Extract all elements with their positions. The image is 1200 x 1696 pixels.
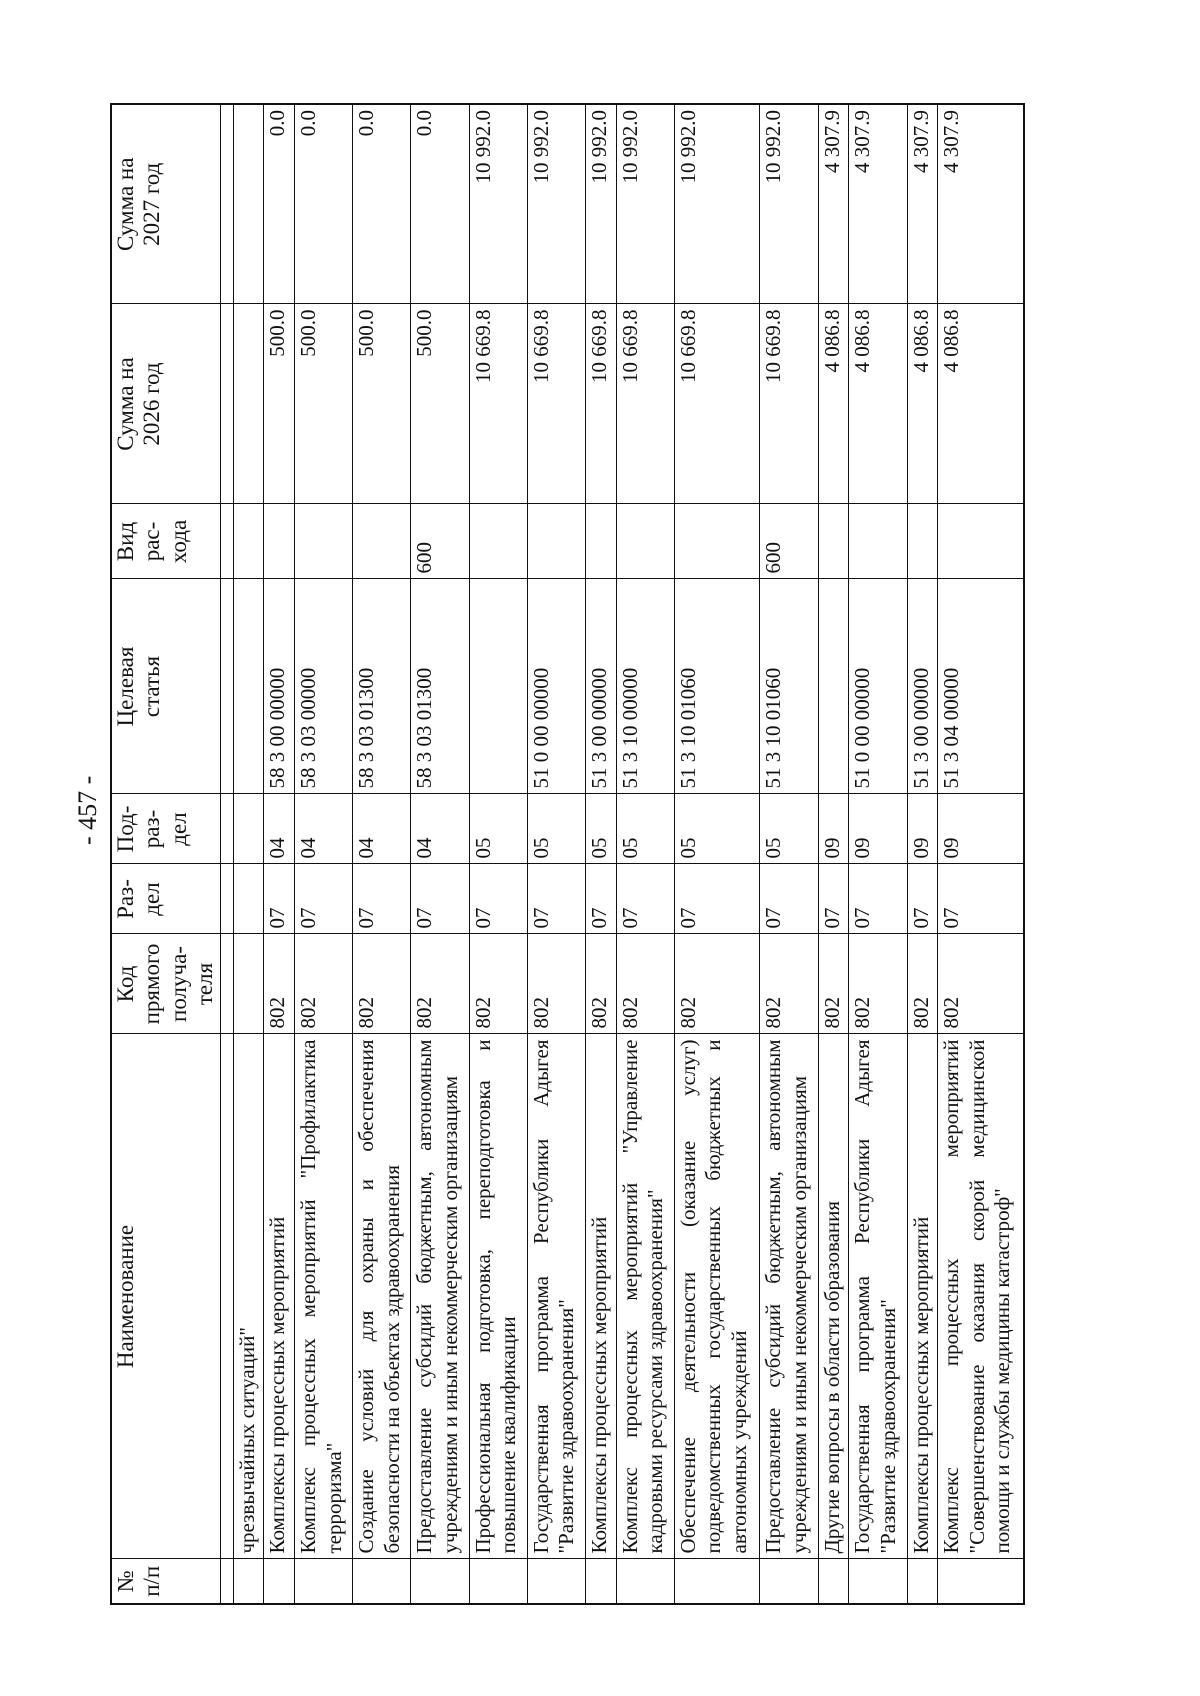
cell-subsection: 04 — [353, 794, 411, 864]
cell-section: 07 — [849, 864, 907, 934]
cell-section: 07 — [818, 864, 849, 934]
cell-name: Комплексы процессных мероприятий — [585, 1034, 616, 1559]
cell-sum-2026 — [233, 304, 264, 504]
cell-num — [264, 1559, 295, 1604]
cell-section: 07 — [616, 864, 674, 934]
cell-target: 51 3 00 00000 — [907, 579, 938, 794]
cell-sum-2026: 10 669.8 — [469, 304, 527, 504]
cell-subsection: 04 — [411, 794, 469, 864]
cell-sum-2026: 10 669.8 — [527, 304, 585, 504]
table-row — [938, 104, 1024, 1604]
cell-subsection: 05 — [616, 794, 674, 864]
cell-name: чрезвычайных ситуаций" — [233, 1034, 264, 1559]
cell-section: 07 — [469, 864, 527, 934]
cell-section: 07 — [585, 864, 616, 934]
header-sum-2027: Сумма на 2027 год — [111, 104, 220, 304]
cell-section — [233, 864, 264, 934]
cell-target: 58 3 03 00000 — [295, 579, 353, 794]
header-target: Целевая статья — [111, 579, 220, 794]
table-spacer-row — [220, 104, 233, 1604]
cell-sum-2026: 10 669.8 — [585, 304, 616, 504]
cell-num — [527, 1559, 585, 1604]
table-body — [220, 104, 1024, 1604]
table-row — [264, 104, 295, 1604]
table-row — [233, 104, 264, 1604]
cell-code: 802 — [760, 934, 818, 1034]
cell-num — [585, 1559, 616, 1604]
cell-subsection: 05 — [674, 794, 760, 864]
cell-subsection: 05 — [585, 794, 616, 864]
budget-table — [110, 103, 1025, 1605]
header-section: Раз- дел — [111, 864, 220, 934]
cell-sum-2026: 10 669.8 — [760, 304, 818, 504]
cell-target: 51 3 00 00000 — [585, 579, 616, 794]
cell-sum-2027: 0.0 — [295, 104, 353, 304]
cell-code: 802 — [527, 934, 585, 1034]
cell-target: 51 0 00 00000 — [849, 579, 907, 794]
table-row — [849, 104, 907, 1604]
cell-subsection: 09 — [849, 794, 907, 864]
cell-expense — [818, 504, 849, 579]
cell-section: 07 — [938, 864, 1024, 934]
cell-code: 802 — [616, 934, 674, 1034]
cell-code: 802 — [469, 934, 527, 1034]
cell-sum-2026: 500.0 — [295, 304, 353, 504]
cell-target: 51 3 04 00000 — [938, 579, 1024, 794]
cell-target: 58 3 03 01300 — [353, 579, 411, 794]
cell-expense — [674, 504, 760, 579]
cell-sum-2026: 500.0 — [411, 304, 469, 504]
table-row — [674, 104, 760, 1604]
table-row — [527, 104, 585, 1604]
cell-sum-2026: 4 086.8 — [907, 304, 938, 504]
cell-expense — [527, 504, 585, 579]
cell-sum-2027: 10 992.0 — [469, 104, 527, 304]
cell-expense — [469, 504, 527, 579]
table-row — [585, 104, 616, 1604]
table-container — [110, 105, 1025, 1605]
cell-name: Комплексы процессных мероприятий — [907, 1034, 938, 1559]
cell-name: Предоставление субсидий бюджетным, автономным учреждениям и иным некоммерческим организациям — [411, 1034, 469, 1559]
cell-code: 802 — [907, 934, 938, 1034]
cell-sum-2026: 10 669.8 — [616, 304, 674, 504]
table-row — [818, 104, 849, 1604]
cell-section: 07 — [527, 864, 585, 934]
cell-num — [353, 1559, 411, 1604]
header-expense: Вид рас- хода — [111, 504, 220, 579]
cell-sum-2027 — [233, 104, 264, 304]
table-row — [353, 104, 411, 1604]
cell-expense: 600 — [760, 504, 818, 579]
table-row — [616, 104, 674, 1604]
cell-num — [295, 1559, 353, 1604]
cell-name: Государственная программа Республики Адыгея "Развитие здравоохранения" — [527, 1034, 585, 1559]
cell-sum-2026: 500.0 — [264, 304, 295, 504]
cell-target — [469, 579, 527, 794]
cell-num — [411, 1559, 469, 1604]
cell-target: 58 3 00 00000 — [264, 579, 295, 794]
cell-sum-2027: 0.0 — [264, 104, 295, 304]
table-header — [111, 104, 220, 1604]
cell-sum-2027: 10 992.0 — [674, 104, 760, 304]
cell-code: 802 — [938, 934, 1024, 1034]
cell-name: Комплексы процессных мероприятий — [264, 1034, 295, 1559]
cell-sum-2027: 4 307.9 — [818, 104, 849, 304]
cell-sum-2027: 4 307.9 — [938, 104, 1024, 304]
cell-sum-2027: 10 992.0 — [527, 104, 585, 304]
cell-subsection: 09 — [907, 794, 938, 864]
cell-target: 51 0 00 00000 — [527, 579, 585, 794]
table-row — [907, 104, 938, 1604]
cell-subsection: 09 — [818, 794, 849, 864]
cell-sum-2027: 4 307.9 — [849, 104, 907, 304]
cell-name: Комплекс процессных мероприятий "Профилактика терроризма" — [295, 1034, 353, 1559]
cell-expense — [585, 504, 616, 579]
cell-sum-2026: 500.0 — [353, 304, 411, 504]
cell-sum-2026: 4 086.8 — [849, 304, 907, 504]
cell-sum-2026: 4 086.8 — [938, 304, 1024, 504]
cell-sum-2026: 4 086.8 — [818, 304, 849, 504]
cell-sum-2027: 4 307.9 — [907, 104, 938, 304]
cell-code: 802 — [295, 934, 353, 1034]
header-subsection: Под- раз- дел — [111, 794, 220, 864]
cell-sum-2027: 0.0 — [353, 104, 411, 304]
header-sum-2026: Сумма на 2026 год — [111, 304, 220, 504]
cell-num — [674, 1559, 760, 1604]
cell-code: 802 — [818, 934, 849, 1034]
cell-expense — [233, 504, 264, 579]
cell-code: 802 — [585, 934, 616, 1034]
cell-section: 07 — [295, 864, 353, 934]
cell-code: 802 — [264, 934, 295, 1034]
cell-code — [233, 934, 264, 1034]
cell-subsection — [233, 794, 264, 864]
cell-expense — [353, 504, 411, 579]
cell-section: 07 — [674, 864, 760, 934]
cell-sum-2027: 0.0 — [411, 104, 469, 304]
cell-target — [818, 579, 849, 794]
cell-target — [233, 579, 264, 794]
cell-subsection: 05 — [527, 794, 585, 864]
cell-name: Создание условий для охраны и обеспечения безопасности на объектах здравоохранения — [353, 1034, 411, 1559]
cell-num — [233, 1559, 264, 1604]
cell-expense — [295, 504, 353, 579]
cell-expense — [849, 504, 907, 579]
page-number: - 457 - — [73, 775, 102, 845]
cell-sum-2027: 10 992.0 — [585, 104, 616, 304]
cell-target: 58 3 03 01300 — [411, 579, 469, 794]
cell-name: Обеспечение деятельности (оказание услуг) подведомственных государственных бюджетных и автономных учреждений — [674, 1034, 760, 1559]
cell-subsection: 04 — [295, 794, 353, 864]
cell-section: 07 — [411, 864, 469, 934]
cell-name: Другие вопросы в области образования — [818, 1034, 849, 1559]
cell-name: Предоставление субсидий бюджетным, автономным учреждениям и иным некоммерческим организациям — [760, 1034, 818, 1559]
cell-name: Комплекс процессных мероприятий "Управление кадровыми ресурсами здравоохранения" — [616, 1034, 674, 1559]
cell-target: 51 3 10 01060 — [760, 579, 818, 794]
cell-subsection: 09 — [938, 794, 1024, 864]
cell-section: 07 — [353, 864, 411, 934]
cell-sum-2026: 10 669.8 — [674, 304, 760, 504]
cell-section: 07 — [907, 864, 938, 934]
table-row — [295, 104, 353, 1604]
cell-code: 802 — [353, 934, 411, 1034]
table-row — [760, 104, 818, 1604]
cell-sum-2027: 10 992.0 — [760, 104, 818, 304]
cell-expense: 600 — [411, 504, 469, 579]
cell-section: 07 — [760, 864, 818, 934]
cell-code: 802 — [411, 934, 469, 1034]
header-name: Наименование — [111, 1034, 220, 1559]
cell-expense — [616, 504, 674, 579]
cell-num — [907, 1559, 938, 1604]
header-code: Код прямого получа- теля — [111, 934, 220, 1034]
cell-subsection: 04 — [264, 794, 295, 864]
cell-target: 51 3 10 01060 — [674, 579, 760, 794]
cell-num — [760, 1559, 818, 1604]
table-row — [469, 104, 527, 1604]
cell-target: 51 3 10 00000 — [616, 579, 674, 794]
cell-num — [849, 1559, 907, 1604]
cell-subsection: 05 — [760, 794, 818, 864]
cell-code: 802 — [849, 934, 907, 1034]
table-row — [411, 104, 469, 1604]
cell-expense — [938, 504, 1024, 579]
cell-section: 07 — [264, 864, 295, 934]
cell-code: 802 — [674, 934, 760, 1034]
cell-expense — [907, 504, 938, 579]
cell-name: Профессиональная подготовка, переподготовка и повышение квалификации — [469, 1034, 527, 1559]
cell-num — [818, 1559, 849, 1604]
cell-expense — [264, 504, 295, 579]
cell-num — [938, 1559, 1024, 1604]
header-num: № п/п — [111, 1559, 220, 1604]
cell-name: Государственная программа Республики Адыгея "Развитие здравоохранения" — [849, 1034, 907, 1559]
cell-name: Комплекс процессных мероприятий "Совершенствование оказания скорой медицинской помощи и службы медицины катастроф" — [938, 1034, 1024, 1559]
cell-num — [469, 1559, 527, 1604]
cell-num — [616, 1559, 674, 1604]
cell-subsection: 05 — [469, 794, 527, 864]
cell-sum-2027: 10 992.0 — [616, 104, 674, 304]
